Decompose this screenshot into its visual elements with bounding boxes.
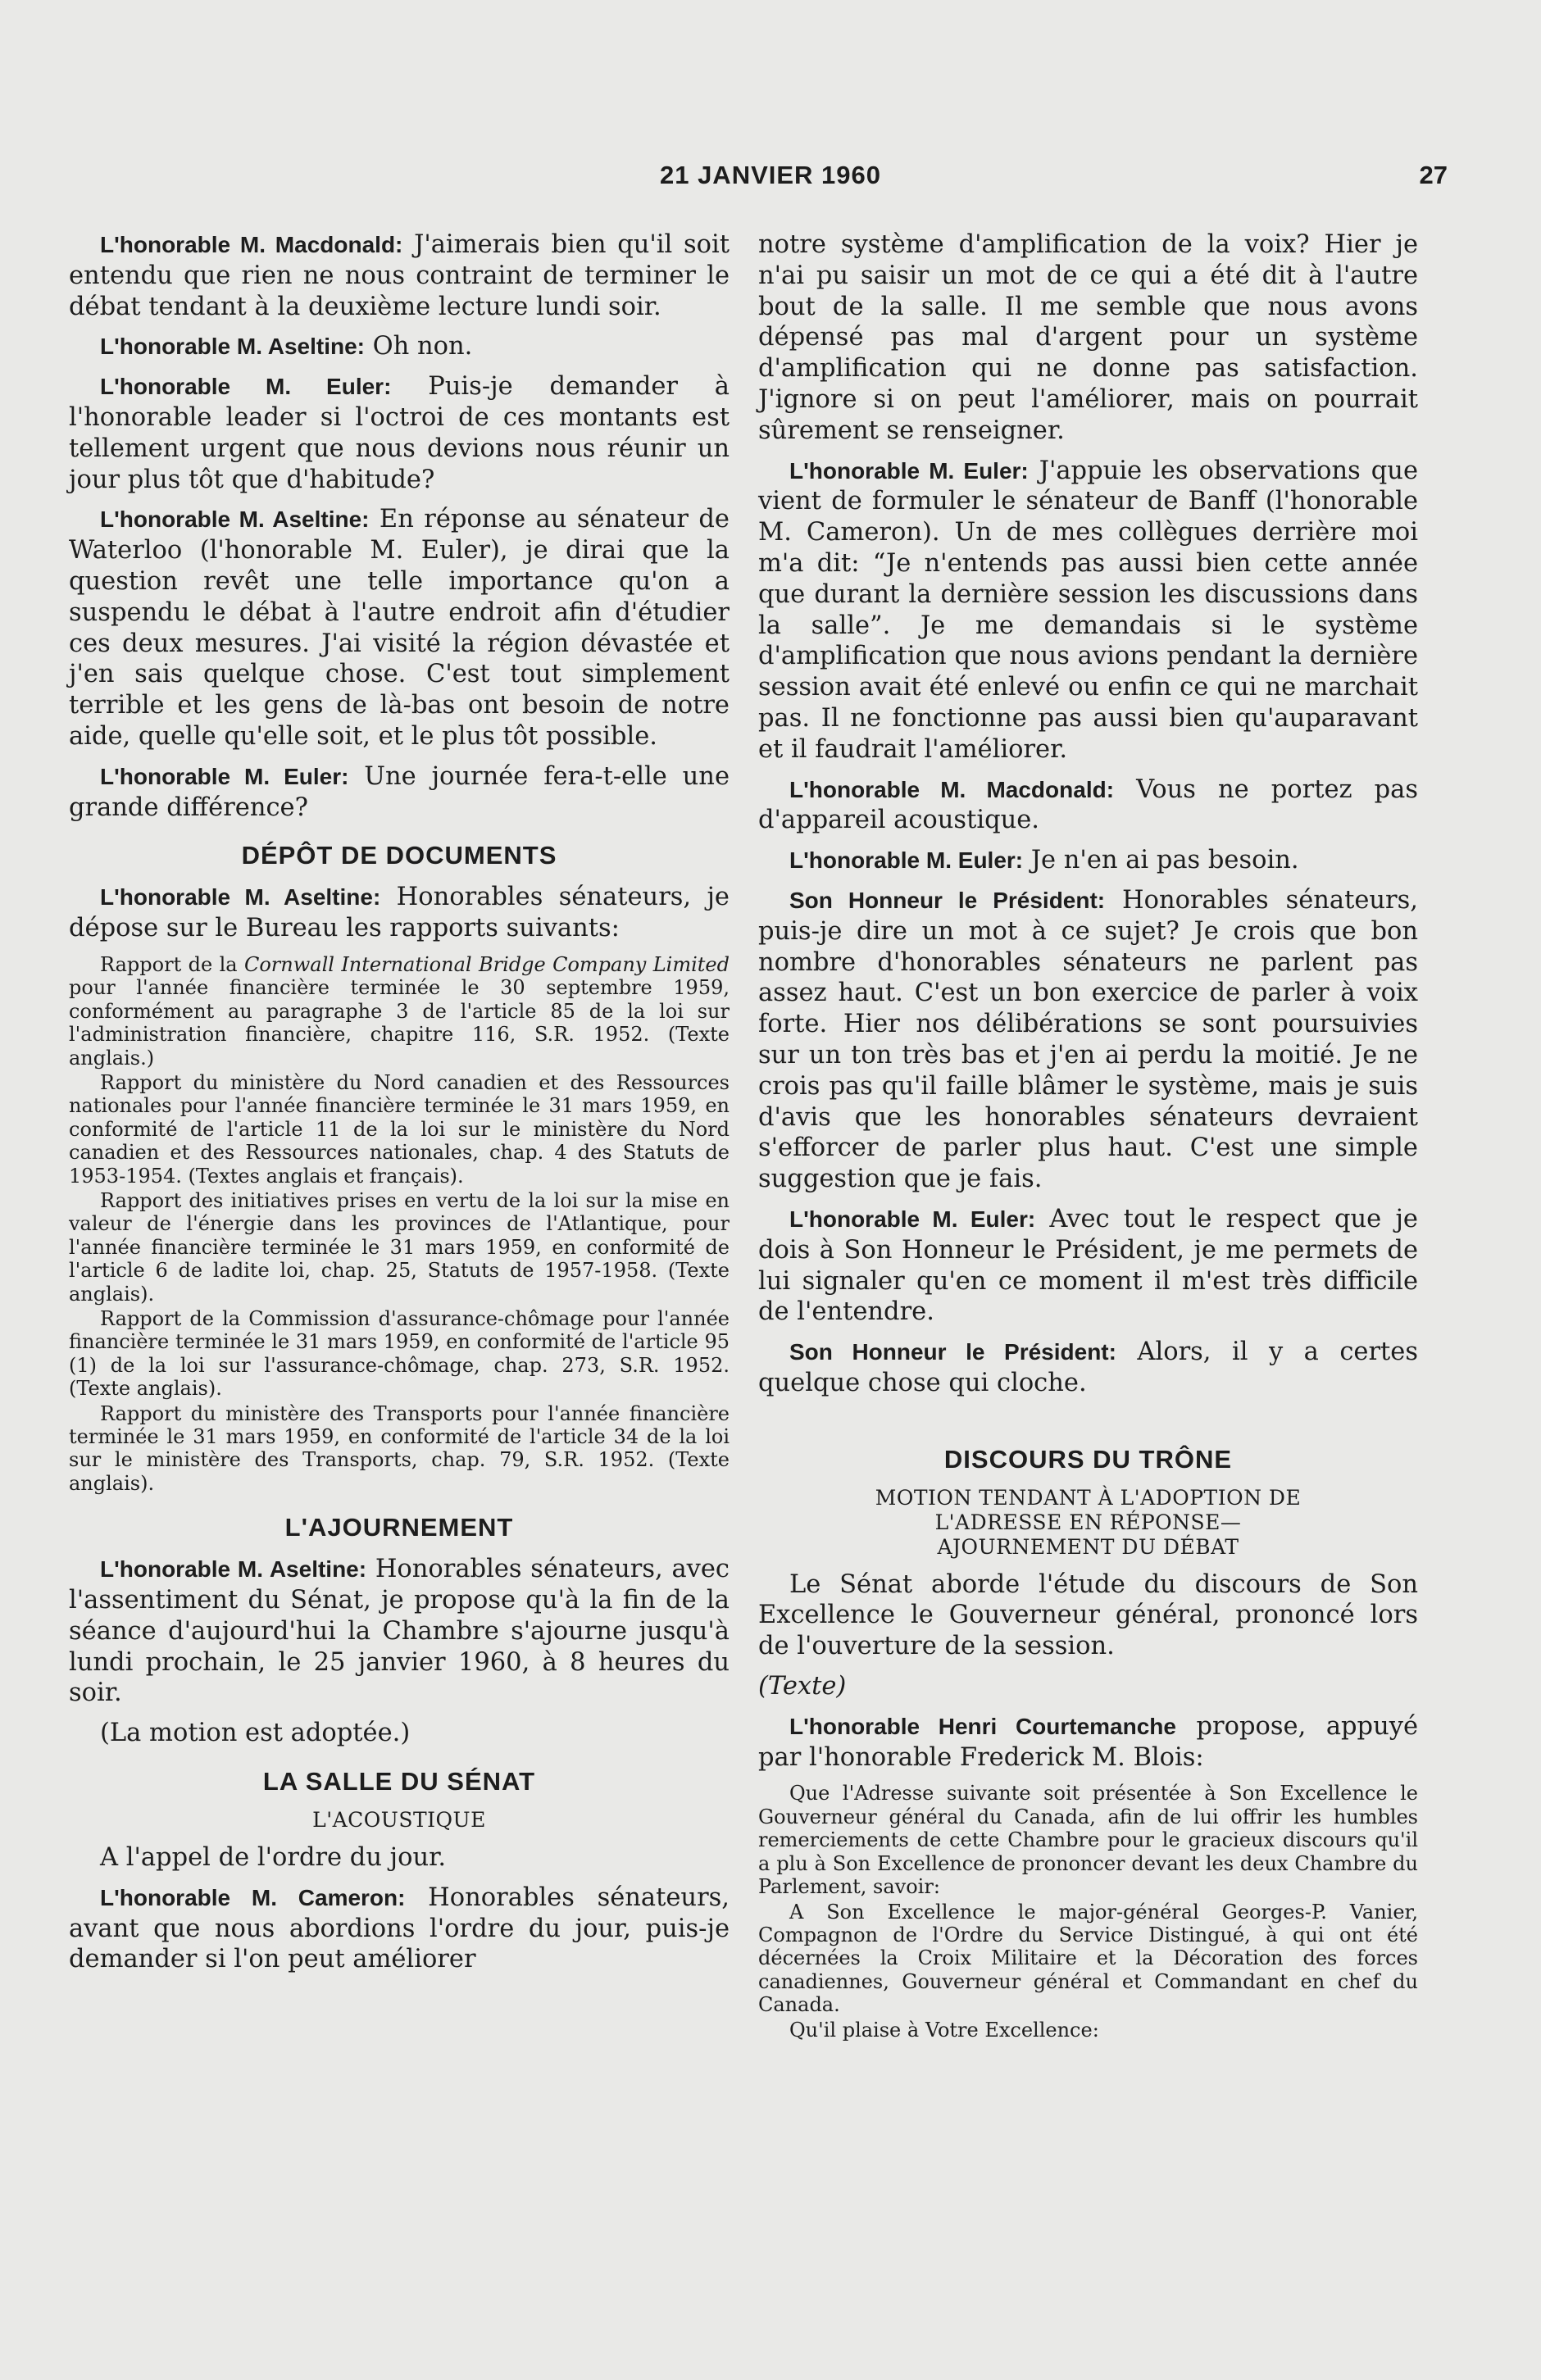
subheading-motion xyxy=(758,1486,1418,1560)
speech-text: J'appuie les observations que vient de formuler le sénateur de Banff (l'honorable M. Cameron). Un de mes collègues derrière moi m'a dit: “Je n'entends pas aussi bien cette année que durant la dernière session les discussions dans la salle”. Je me demandais si le système d'amplification que nous avions pendant la dernière session avait été enlevé ou enfin ce qui ne marchait pas. Il ne fonctionne pas aussi bien qu'auparavant et il faudrait l'améliorer. xyxy=(758,456,1418,764)
section-heading-depot: DÉPÔT DE DOCUMENTS xyxy=(241,841,557,870)
document-item: Rapport du ministère des Transports pour l'année financière terminée le 31 mars 1959, en conformité de l'article 34 de la loi sur le ministère des Transports, chap. 79, S.R. 1952. (Texte anglais). xyxy=(69,1401,730,1495)
paragraph xyxy=(758,1337,1418,1399)
page-header xyxy=(0,161,1541,202)
speech-text: Alors, il y a certes quelque chose qui cloche. xyxy=(758,1338,1418,1397)
paragraph: notre système d'amplification de la voix? Hier je n'ai pu saisir un mot de ce qui a été dit à l'autre bout de la salle. Il me semble que nous avons dépensé pas mal d'argent pour un système d'amplification qui ne donne pas satisfaction. J'ignore si on peut l'améliorer, mais on pourrait sûrement se renseigner. xyxy=(758,230,1418,445)
document-text: pour l'année financière terminée le 30 septembre 1959, conformément au paragraphe 3 de l'article 85 de la loi sur l'administration financière, chapitre 116, S.R. 1952. (Texte anglais.) xyxy=(69,976,730,1070)
page-number: 27 xyxy=(1419,161,1448,189)
paragraph xyxy=(758,456,1418,765)
speech-text: Avec tout le respect que je dois à Son Honneur le Président, je me permets de lui signaler qu'en ce moment il m'est très difficile de l'entendre. xyxy=(758,1204,1418,1327)
speaker-name: L'honorable M. Euler: xyxy=(100,374,392,400)
speaker-name: L'honorable M. Aseltine: xyxy=(100,884,381,911)
speaker-name: L'honorable M. Macdonald: xyxy=(789,776,1115,802)
speech-text: Honorables sénateurs, puis-je dire un mot à ce sujet? Je crois que bon nombre d'honorables sénateurs ne parlent pas assez haut. C'est un bon exercice de parler à voix forte. Hier nos délibérations se sont poursuivies sur un ton très bas et j'en ai perdu la moitié. Je ne crois pas qu'il faille blâmer le système, mais je suis d'avis que les honorables sénateurs devraient s'efforcer de parler plus haut. C'est une simple suggestion que je fais. xyxy=(758,885,1418,1194)
subheading-line: L'ADRESSE EN RÉPONSE— xyxy=(934,1510,1242,1534)
speech-text: Vous ne portez pas d'appareil acoustique. xyxy=(758,774,1418,835)
speaker-name: Son Honneur le Président: xyxy=(789,887,1106,913)
subheading-line: MOTION TENDANT À L'ADOPTION DE xyxy=(875,1485,1302,1510)
motion-result: (La motion est adoptée.) xyxy=(100,1719,411,1748)
address-text: Qu'il plaise à Votre Excellence: xyxy=(789,2018,1099,2042)
section-heading-discours: DISCOURS DU TRÔNE xyxy=(943,1444,1233,1474)
speaker-name: L'honorable M. Euler: xyxy=(789,1206,1036,1232)
speaker-name: L'honorable M. Euler: xyxy=(789,457,1029,484)
right-column xyxy=(758,229,1418,2043)
speaker-name: L'honorable M. Macdonald: xyxy=(100,232,403,257)
speaker-name: L'honorable M. Aseltine: xyxy=(100,506,370,533)
paragraph xyxy=(69,331,730,362)
document-text: Rapport de la xyxy=(100,952,244,976)
section-heading-ajournement: L'AJOURNEMENT xyxy=(284,1513,514,1542)
document-item: Rapport des initiatives prises en vertu de la loi sur la mise en valeur de l'énergie dans les provinces de l'Atlantique, pour l'année financière terminée le 31 mars 1959, en conformité de l'article 6 de ladite loi, chap. 25, Statuts de 1957-1958. (Texte anglais). xyxy=(69,1189,730,1306)
speech-text: En réponse au sénateur de Waterloo (l'honorable M. Euler), je dirai que la question revêt une telle importance qu'on a suspendu le débat à l'autre endroit afin d'étudier ces deux mesures. J'ai visité la région dévastée et j'en sais quelque chose. C'est tout simplement terrible et les gens de là-bas ont besoin de notre aide, quelle qu'elle soit, et le plus tôt possible. xyxy=(69,505,730,751)
paragraph xyxy=(758,1711,1418,1774)
speaker-name: L'honorable M. Aseltine: xyxy=(100,334,365,360)
address-text: A Son Excellence le major-général Georges-P. Vanier, Compagnon de l'Ordre du Service Distingué, à qui ont été décernées la Croix Militaire et la Décoration des forces canadiennes, Gouverneur général et Commandant en chef du Canada. xyxy=(758,1900,1418,2017)
speaker-name: L'honorable M. Aseltine: xyxy=(100,1556,367,1583)
speech-text: Honorables sénateurs, je dépose sur le Bureau les rapports suivants: xyxy=(69,883,730,943)
speaker-name: L'honorable M. Cameron: xyxy=(100,1884,406,1910)
speech-text: propose, appuyé par l'honorable Frederick M. Blois: xyxy=(758,1711,1418,1772)
paragraph xyxy=(758,885,1418,1195)
speech-text: Je n'en ai pas besoin. xyxy=(1023,846,1299,875)
address-text: Que l'Adresse suivante soit présentée à Son Excellence le Gouverneur général du Canada, afin de lui offrir les humbles remerciements de cette Chambre pour le gracieux discours qu'il a plu à Son Excellence de prononcer devant les deux Chambre du Parlement, savoir: xyxy=(758,1782,1418,1899)
paragraph xyxy=(69,882,730,944)
paragraph xyxy=(758,774,1418,837)
document-item: Rapport du ministère du Nord canadien et des Ressources nationales pour l'année financière terminée le 31 mars 1959, en conformité de l'article 11 de la loi sur le ministère du Nord canadien et des Ressources nationales, chap. 4 des Statuts de 1953-1954. (Textes anglais et français). xyxy=(69,1070,730,1188)
page-date: 21 JANVIER 1960 xyxy=(659,161,882,189)
subheading-line: AJOURNEMENT DU DÉBAT xyxy=(937,1534,1239,1559)
speaker-name: L'honorable M. Euler: xyxy=(100,763,349,789)
subheading-acoustique: L'ACOUSTIQUE xyxy=(312,1808,486,1833)
document-item xyxy=(69,953,730,1070)
document-item: Rapport de la Commission d'assurance-chômage pour l'année financière terminée le 31 mars 1959, en conformité de l'article 95 (1) de la loi sur l'assurance-chômage, chap. 273, S.R. 1952. (Texte anglais). xyxy=(69,1307,730,1401)
paragraph xyxy=(69,1554,730,1709)
paragraph xyxy=(758,1204,1418,1328)
speech-text: Oh non. xyxy=(364,332,473,361)
paragraph xyxy=(69,504,730,752)
section-heading-salle: LA SALLE DU SÉNAT xyxy=(262,1767,536,1796)
company-name: Cornwall International Bridge Company Limited xyxy=(243,952,730,976)
speech-text: Une journée fera-t-elle une grande différence? xyxy=(69,761,730,822)
paragraph xyxy=(758,845,1418,876)
paragraph: A l'appel de l'ordre du jour. xyxy=(100,1843,447,1873)
text-label: (Texte) xyxy=(758,1672,847,1701)
speech-text: Honorables sénateurs, avec l'assentiment du Sénat, je propose qu'à la fin de la séance d'aujourd'hui la Chambre s'ajourne jusqu'à lundi prochain, le 25 janvier 1960, à 8 heures du soir. xyxy=(69,1555,730,1708)
paragraph: Le Sénat aborde l'étude du discours de Son Excellence le Gouverneur général, prononcé lors de l'ouverture de la session. xyxy=(758,1569,1418,1661)
speaker-name: L'honorable M. Euler: xyxy=(789,847,1024,874)
left-column xyxy=(69,229,730,1984)
speech-text: J'aimerais bien qu'il soit entendu que rien ne nous contraint de terminer le débat tendant à la deuxième lecture lundi soir. xyxy=(69,230,730,321)
paragraph xyxy=(69,761,730,824)
paragraph xyxy=(69,1883,730,1975)
speech-text: Honorables sénateurs, avant que nous abordions l'ordre du jour, puis-je demander si l'on peut améliorer xyxy=(69,1883,730,1974)
speaker-name: L'honorable Henri Courtemanche xyxy=(789,1713,1176,1739)
paragraph xyxy=(69,371,730,495)
paragraph xyxy=(69,229,730,322)
speech-text: Puis-je demander à l'honorable leader si l'octroi de ces montants est tellement urgent que nous devions nous réunir un jour plus tôt que d'habitude? xyxy=(69,372,730,494)
speaker-name: Son Honneur le Président: xyxy=(789,1339,1116,1365)
